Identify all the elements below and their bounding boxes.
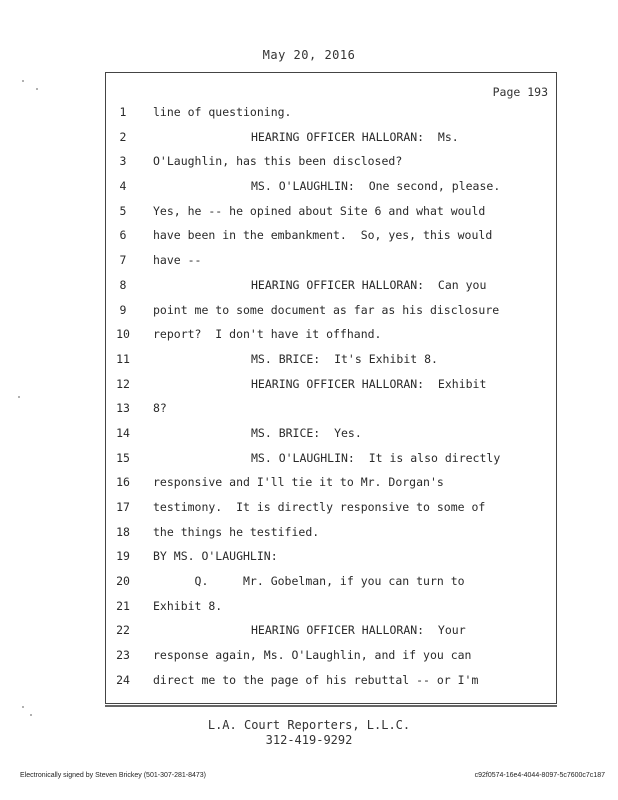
document-id: c92f0574-16e4-4044-8097-5c7600c7c187 bbox=[474, 772, 605, 779]
transcript-line bbox=[106, 105, 556, 130]
line-number: 9 bbox=[119, 302, 127, 317]
line-text: MS. BRICE: Yes. bbox=[251, 425, 362, 440]
line-number: 14 bbox=[116, 425, 130, 440]
transcript-line bbox=[106, 179, 556, 204]
transcript-line bbox=[106, 599, 556, 624]
scan-speck bbox=[30, 714, 32, 716]
scan-speck bbox=[36, 88, 38, 90]
transcript-date: May 20, 2016 bbox=[262, 48, 356, 62]
transcript-line bbox=[106, 475, 556, 500]
transcript-line bbox=[106, 327, 556, 352]
transcript-line bbox=[106, 426, 556, 451]
line-text: point me to some document as far as his disclosure bbox=[153, 302, 500, 317]
court-reporter-company: L.A. Court Reporters, L.L.C. bbox=[207, 718, 411, 732]
line-number: 21 bbox=[116, 598, 130, 613]
line-text: responsive and I'll tie it to Mr. Dorgan's bbox=[153, 475, 444, 490]
line-text: BY MS. O'LAUGHLIN: bbox=[153, 549, 278, 564]
line-number: 13 bbox=[116, 401, 130, 416]
line-number: 5 bbox=[119, 203, 127, 218]
line-text: Exhibit 8. bbox=[153, 598, 223, 613]
line-number: 1 bbox=[119, 105, 127, 119]
scan-speck bbox=[18, 396, 20, 398]
scan-speck bbox=[22, 80, 24, 82]
transcript-line bbox=[106, 500, 556, 525]
line-number: 12 bbox=[116, 376, 130, 391]
transcript-line bbox=[106, 451, 556, 476]
line-text: testimony. It is directly responsive to some of bbox=[153, 500, 486, 514]
line-text: Q. Mr. Gobelman, if you can turn to bbox=[153, 574, 465, 589]
transcript-line bbox=[106, 303, 556, 328]
line-number: 2 bbox=[119, 129, 127, 144]
transcript-page-frame bbox=[105, 72, 557, 704]
transcript-line bbox=[106, 525, 556, 550]
court-reporter-phone: 312-419-9292 bbox=[265, 733, 353, 747]
line-text: direct me to the page of his rebuttal -- or I'm bbox=[153, 672, 479, 687]
line-number: 18 bbox=[116, 524, 130, 539]
page-number: Page 193 bbox=[492, 85, 548, 99]
line-text: 8? bbox=[153, 401, 167, 416]
line-number: 8 bbox=[119, 277, 127, 292]
line-number: 23 bbox=[116, 648, 130, 663]
transcript-line bbox=[106, 204, 556, 229]
transcript-line bbox=[106, 278, 556, 303]
line-number: 4 bbox=[119, 179, 127, 194]
transcript-line bbox=[106, 154, 556, 179]
line-text: the things he testified. bbox=[153, 524, 320, 539]
line-text: Yes, he -- he opined about Site 6 and what would bbox=[153, 203, 486, 218]
line-text: MS. O'LAUGHLIN: One second, please. bbox=[251, 179, 501, 194]
transcript-line bbox=[106, 574, 556, 599]
line-number: 11 bbox=[116, 351, 130, 366]
line-text: report? I don't have it offhand. bbox=[153, 327, 382, 342]
line-number: 3 bbox=[119, 154, 127, 169]
line-text: O'Laughlin, has this been disclosed? bbox=[153, 154, 403, 169]
line-number: 20 bbox=[116, 574, 130, 589]
line-number: 10 bbox=[116, 327, 130, 342]
line-number: 17 bbox=[116, 500, 130, 514]
transcript-line bbox=[106, 673, 556, 698]
transcript-line bbox=[106, 623, 556, 648]
transcript-lines bbox=[106, 105, 556, 698]
line-text: HEARING OFFICER HALLORAN: Ms. bbox=[251, 129, 459, 144]
line-text: MS. O'LAUGHLIN: It is also directly bbox=[251, 450, 501, 465]
line-text: have -- bbox=[153, 253, 202, 268]
transcript-line bbox=[106, 549, 556, 574]
line-text: line of questioning. bbox=[153, 105, 292, 119]
line-text: have been in the embankment. So, yes, this would bbox=[153, 228, 493, 243]
transcript-line bbox=[106, 401, 556, 426]
line-number: 19 bbox=[116, 549, 130, 564]
transcript-line bbox=[106, 253, 556, 278]
line-text: MS. BRICE: It's Exhibit 8. bbox=[251, 351, 438, 366]
line-text: HEARING OFFICER HALLORAN: Your bbox=[251, 623, 466, 638]
transcript-line bbox=[106, 648, 556, 673]
line-number: 15 bbox=[116, 450, 130, 465]
line-number: 6 bbox=[119, 228, 127, 243]
line-text: response again, Ms. O'Laughlin, and if you can bbox=[153, 648, 472, 663]
frame-bottom-edge bbox=[105, 705, 557, 707]
line-number: 24 bbox=[116, 672, 130, 687]
line-text: HEARING OFFICER HALLORAN: Can you bbox=[251, 277, 487, 292]
transcript-line bbox=[106, 228, 556, 253]
scan-speck bbox=[22, 706, 24, 708]
line-number: 16 bbox=[116, 475, 130, 490]
line-text: HEARING OFFICER HALLORAN: Exhibit bbox=[251, 376, 487, 391]
transcript-line bbox=[106, 352, 556, 377]
electronic-signature: Electronically signed by Steven Brickey (501-307-281-8473) bbox=[20, 772, 206, 779]
line-number: 22 bbox=[116, 623, 130, 638]
line-number: 7 bbox=[119, 253, 127, 268]
transcript-line bbox=[106, 130, 556, 155]
transcript-line bbox=[106, 377, 556, 402]
